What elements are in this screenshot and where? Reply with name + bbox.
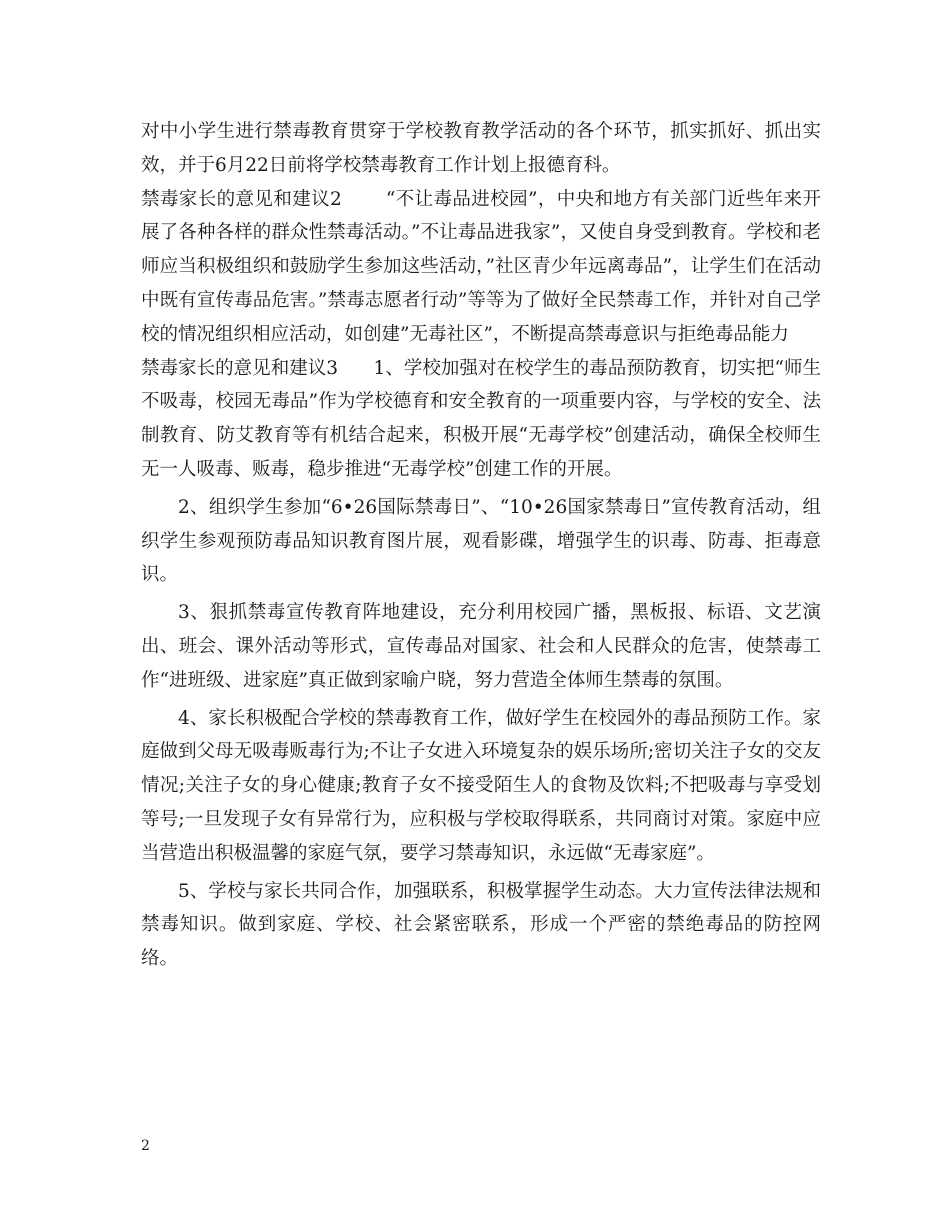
paragraph-item-3 — [141, 596, 821, 697]
paragraph-text: 1、学校加强对在校学生的毒品预防教育，切实把“师生不吸毒，校园无毒品”作为学校德育和安全教育的一项重要内容，与学校的安全、法制教育、防艾教育等有机结合起来，积极开展“无毒学校”创建活动，确保全校师生无一人吸毒、贩毒，稳步推进“无毒学校”创建工作的开展。 — [141, 357, 821, 480]
paragraph-text: 3、狠抓禁毒宣传教育阵地建设，充分利用校园广播，黑板报、标语、文艺演出、班会、课外活动等形式，宣传毒品对国家、社会和人民群众的危害，使禁毒工作“进班级、进家庭”真正做到家喻户晓，努力营造全体师生禁毒的氛围。 — [141, 602, 821, 691]
paragraph-item-5 — [141, 875, 821, 976]
paragraph-item-4 — [141, 702, 821, 871]
section-heading: 禁毒家长的意见和建议3 — [141, 357, 339, 379]
paragraph-text: “不让毒品进校园”，中央和地方有关部门近些年来开展了各种各样的群众性禁毒活动。”不让毒品进我家”，又使自身受到教育。学校和老师应当积极组织和鼓励学生参加这些活动，”社区青少年远离毒品”，让学生们在活动中既有宣传毒品危害。”禁毒志愿者行动”等等为了做好全民禁毒工作，并针对自己学校的情况组织相应活动，如创建”无毒社区”，不断提高禁毒意识与拒绝毒品能力 — [141, 188, 822, 345]
paragraph-suggestion-3 — [141, 352, 821, 487]
paragraph-intro-continuation — [141, 115, 821, 183]
paragraph-text: 对中小学生进行禁毒教育贯穿于学校教育教学活动的各个环节，抓实抓好、抓出实效，并于6月22日前将学校禁毒教育工作计划上报德育科。 — [141, 121, 821, 176]
section-heading: 禁毒家长的意见和建议2 — [141, 188, 342, 210]
paragraph-suggestion-2 — [141, 183, 821, 352]
paragraph-item-2 — [141, 491, 821, 592]
paragraph-text: 4、家长积极配合学校的禁毒教育工作，做好学生在校园外的毒品预防工作。家庭做到父母无吸毒贩毒行为;不让子女进入环境复杂的娱乐场所;密切关注子女的交友情况;关注子女的身心健康;教育子女不接受陌生人的食物及饮料;不把吸毒与享受划等号;一旦发现子女有异常行为，应积极与学校取得联系，共同商讨对策。家庭中应当营造出积极温馨的家庭气氛，要学习禁毒知识，永远做“无毒家庭”。 — [141, 707, 821, 864]
document-body — [141, 115, 821, 976]
paragraph-text: 5、学校与家长共同合作，加强联系，积极掌握学生动态。大力宣传法律法规和禁毒知识。做到家庭、学校、社会紧密联系，形成一个严密的禁绝毒品的防控网络。 — [141, 880, 821, 970]
page-number: 2 — [141, 1138, 150, 1154]
paragraph-text: 2、组织学生参加“6•26国际禁毒日”、“10•26国家禁毒日”宣传教育活动，组织学生参观预防毒品知识教育图片展，观看影碟，增强学生的识毒、防毒、拒毒意识。 — [141, 496, 821, 586]
